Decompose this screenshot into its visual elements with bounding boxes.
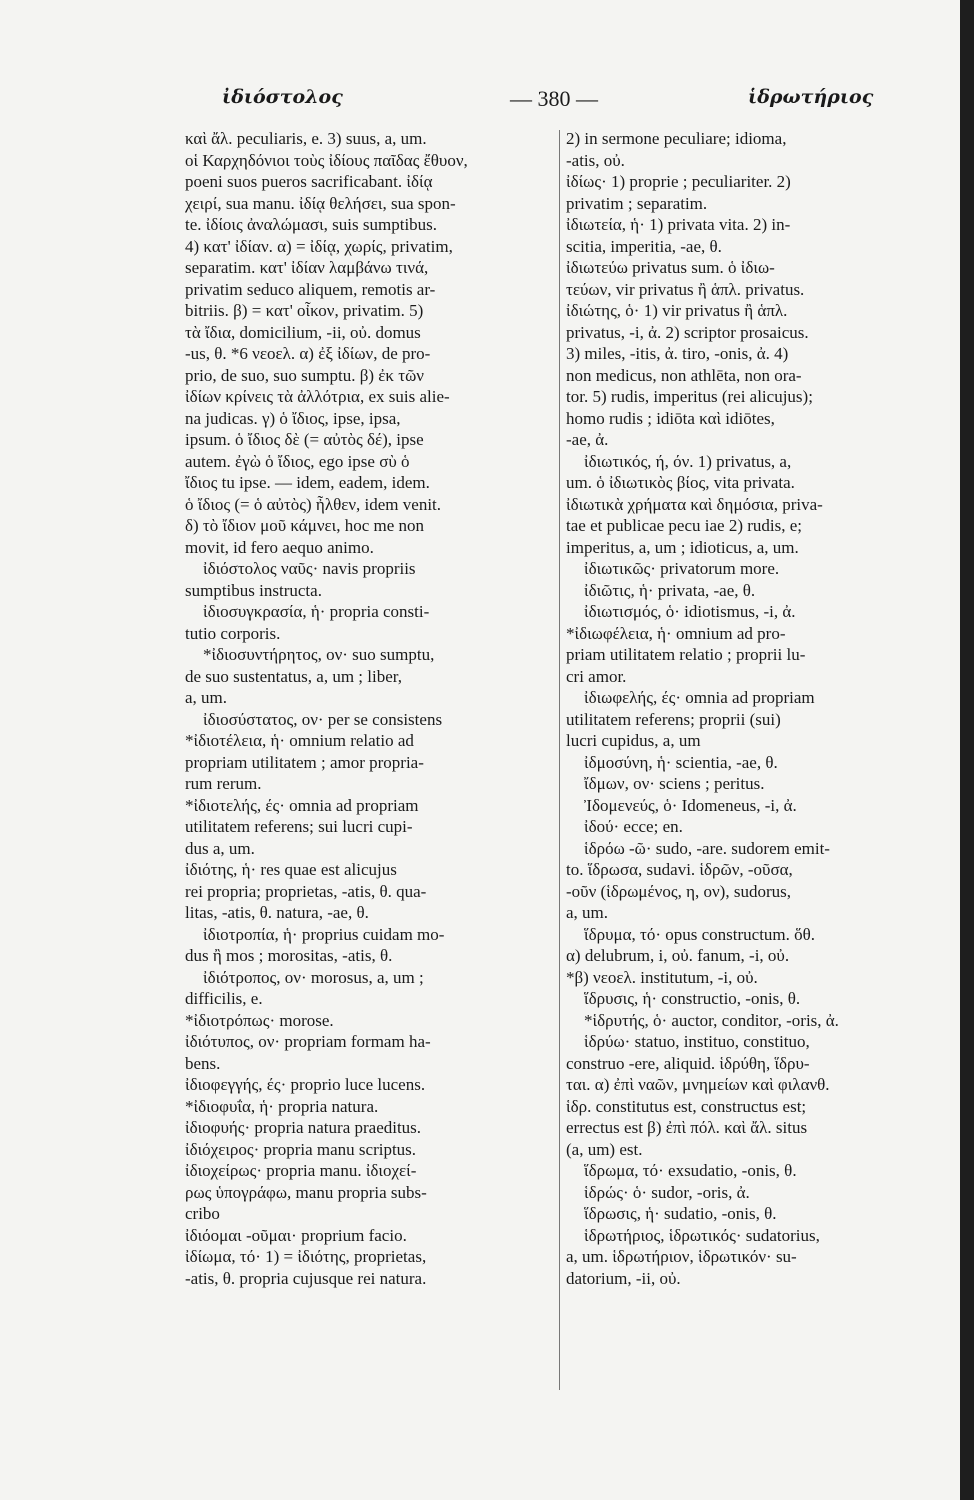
dictionary-line: rei propria; proprietas, -atis, θ. qua- [185,881,427,901]
dictionary-line: autem. ἐγὼ ὁ ἴδιος, ego ipse σὺ ὁ [185,451,410,471]
dictionary-line: ἵδρυμα, τό· opus constructum. ὅθ. [584,924,816,944]
dictionary-line: ἰδιωτισμός, ὁ· idiotismus, -i, ἀ. [584,602,796,621]
dictionary-line: dus ἢ mos ; morositas, -atis, θ. [185,946,393,965]
dictionary-line: construo -ere, aliquid. ἱδρύθη, ἵδρυ- [566,1053,810,1073]
dictionary-line: ἱδρύω· statuo, instituo, constituo, [584,1032,810,1051]
page-edge [960,0,974,1500]
dictionary-line: to. ἵδρωσα, sudavi. ἱδρῶν, -οῦσα, [566,860,793,879]
dictionary-line: *β) νεοελ. institutum, -i, οὐ. [566,967,758,987]
dictionary-line: ἰδιοσυγκρασία, ἡ· propria consti- [203,602,430,621]
dictionary-line: 4) κατ' ἰδίαν. α) = ἰδίᾳ, χωρίς, privatim, [185,236,453,256]
dictionary-line: movit, id fero aequo animo. [185,537,374,557]
dictionary-line: utilitatem referens; proprii (sui) [566,709,781,729]
dictionary-line: 3) miles, -itis, ἀ. tiro, -onis, ἀ. 4) [566,344,789,363]
right-running-headword: ἱδρωτήριος [748,86,874,108]
dictionary-line: ἱδρώς· ὁ· sudor, -oris, ἀ. [584,1182,750,1202]
dictionary-line: Ἰδομενεύς, ὁ· Idomeneus, -i, ἀ. [584,795,797,815]
dictionary-line: tae et publicae pecu iae 2) rudis, e; [566,516,802,535]
dictionary-line: utilitatem referens; sui lucri cupi- [185,817,413,836]
page-header [0,80,974,120]
dictionary-line: ἰδιοσύστατος, ον· per se consistens [203,709,443,729]
dictionary-line: τὰ ἴδια, domicilium, -ii, οὐ. domus [185,322,421,342]
dictionary-line: α) delubrum, i, οὐ. fanum, -i, οὐ. [566,946,790,965]
dictionary-line: ἵδρωμα, τό· exsudatio, -onis, θ. [584,1161,797,1180]
dictionary-line: ἴδμων, ον· sciens ; peritus. [584,774,765,793]
dictionary-line: *ἰδιοσυντήρητος, ον· suo sumptu, [203,645,435,664]
dictionary-line: privatim seduco aliquem, remotis ar- [185,279,436,299]
dictionary-line: tutio corporis. [185,623,281,643]
dictionary-line: non medicus, non athlēta, non ora- [566,365,802,385]
dictionary-line: priam utilitatem relatio ; proprii lu- [566,645,806,664]
dictionary-line: ἰδίωμα, τό· 1) = ἰδιότης, proprietas, [185,1247,427,1266]
dictionary-line: privatus, -i, ἀ. 2) scriptor prosaicus. [566,322,809,342]
dictionary-line: propriam utilitatem ; amor propria- [185,752,424,772]
dictionary-line: -atis, θ. propria cujusque rei natura. [185,1268,427,1288]
dictionary-line: -atis, οὐ. [566,150,625,170]
dictionary-line: ἰδίων κρίνεις τὰ ἀλλότρια, ex suis alie- [185,387,450,406]
dictionary-line: 2) in sermone peculiare; idioma, [566,129,787,148]
dictionary-line: ἰδιωτικῶς· privatorum more. [584,559,780,578]
dictionary-line: ἵδρυσις, ἡ· constructio, -onis, θ. [584,989,801,1008]
dictionary-line: cri amor. [566,666,627,686]
dictionary-line: *ἰδιοτρόπως· morose. [185,1010,334,1030]
dictionary-line: -ae, ἀ. [566,430,609,449]
dictionary-line: ἰδιότυπος, ον· propriam formam ha- [185,1032,431,1051]
dictionary-line: ἰδιότροπος, ον· morosus, a, um ; [203,967,424,987]
dictionary-line: ἱδρόω -ῶ· sudo, -are. sudorem emit- [584,838,830,858]
dictionary-line: -us, θ. *6 νεοελ. α) ἐξ ἰδίων, de pro- [185,344,431,363]
dictionary-line: χειρί, sua manu. ἰδίᾳ θελήσει, sua spon- [185,193,456,213]
dictionary-line: na judicas. γ) ὁ ἴδιος, ipse, ipsa, [185,408,401,428]
dictionary-line: imperitus, a, um ; idioticus, a, um. [566,537,799,557]
dictionary-line: a, um. ἱδρωτήριον, ἱδρωτικόν· su- [566,1247,797,1266]
left-column [185,128,557,1289]
dictionary-line: ἰδιόχειρος· propria manu scriptus. [185,1139,417,1159]
dictionary-line: ἰδίως· 1) proprie ; peculiariter. 2) [566,172,791,191]
dictionary-line: dus a, um. [185,838,255,858]
dictionary-line: ἰδιωφελής, ές· omnia ad propriam [584,688,815,707]
dictionary-line: separatim. κατ' ἰδίαν λαμβάνω τινά, [185,258,429,277]
dictionary-line: ἰδιότης, ἡ· res quae est alicujus [185,860,397,879]
dictionary-line: tor. 5) rudis, imperitus (rei alicujus); [566,387,813,406]
dictionary-line: difficilis, e. [185,989,263,1008]
dictionary-line: *ἱδρυτής, ὁ· auctor, conditor, -oris, ἀ. [584,1010,839,1030]
dictionary-line: bens. [185,1053,221,1073]
dictionary-line: δ) τὸ ἴδιον μοῦ κάμνει, hoc me non [185,516,425,535]
dictionary-line: ἰδιοφυής· propria natura praeditus. [185,1118,422,1137]
dictionary-line: datorium, -ii, οὐ. [566,1268,681,1288]
column-divider [559,130,560,1390]
dictionary-line: sumptibus instructa. [185,580,322,600]
dictionary-line: ἰδιῶτις, ἡ· privata, -ae, θ. [584,580,756,600]
dictionary-line: rum rerum. [185,774,262,793]
right-column [566,128,956,1289]
dictionary-line: ἰδιωτικός, ή, όν. 1) privatus, a, [584,451,792,471]
dictionary-line: οἱ Καρχηδόνιοι τοὺς ἰδίους παῖδας ἔθυον, [185,150,468,170]
dictionary-line: de suo sustentatus, a, um ; liber, [185,666,402,686]
dictionary-line: -οῦν (ἱδρωμένος, η, ον), sudorus, [566,881,791,901]
dictionary-line: litas, -atis, θ. natura, -ae, θ. [185,903,369,922]
dictionary-line: ἱδρωτήριος, ἱδρωτικός· sudatorius, [584,1225,820,1245]
dictionary-line: καὶ ἄλ. peculiaris, e. 3) suus, a, um. [185,129,427,148]
dictionary-line: prio, de suo, suo sumptu. β) ἐκ τῶν [185,365,424,385]
dictionary-line: ἰδού· ecce; en. [584,817,683,836]
dictionary-line: ἰδιωτικὰ χρήματα καὶ δημόσια, priva- [566,494,823,514]
dictionary-line: ἰδιωτεία, ἡ· 1) privata vita. 2) in- [566,215,791,234]
dictionary-line: homo rudis ; idiōta καὶ idiōtes, [566,408,775,428]
dictionary-line: *ἰδιοφυΐα, ἡ· propria natura. [185,1096,379,1116]
dictionary-line: ἰδιόστολος ναῦς· navis propriis [203,559,416,578]
dictionary-line: ἰδιοφεγγής, ές· proprio luce lucens. [185,1075,426,1094]
dictionary-line: ἰδιώτης, ὁ· 1) vir privatus ἢ ἁπλ. [566,301,788,320]
page-number: — 380 — [510,86,598,111]
dictionary-line: *ἰδιοτέλεια, ἡ· omnium relatio ad [185,731,414,750]
dictionary-line: bitriis. β) = κατ' οἶκον, privatim. 5) [185,301,424,320]
left-running-headword: ἰδιόστολος [222,86,343,108]
dictionary-line: ἰδιοτροπία, ἡ· proprius cuidam mo- [203,924,445,944]
dictionary-line: *ἰδιωφέλεια, ἡ· omnium ad pro- [566,623,786,643]
dictionary-line: ἰδιοχείρως· propria manu. ἰδιοχεί- [185,1161,417,1180]
dictionary-line: a, um. [185,688,228,707]
dictionary-line: ἰδιόομαι -οῦμαι· proprium facio. [185,1225,407,1245]
dictionary-line: ται. α) ἐπὶ ναῶν, μνημείων καὶ φιλανθ. [566,1075,830,1094]
dictionary-line: cribo [185,1204,220,1223]
dictionary-line: ρως ὑπογράφω, manu propria subs- [185,1182,427,1202]
dictionary-line: ὁ ἴδιος (= ὁ αὐτὸς) ἦλθεν, idem venit. [185,494,442,514]
dictionary-line: privatim ; separatim. [566,193,708,213]
dictionary-line: τεύων, vir privatus ἢ ἁπλ. privatus. [566,279,805,299]
dictionary-line: lucri cupidus, a, um [566,731,701,750]
dictionary-line: ἴδιος tu ipse. — idem, eadem, idem. [185,473,430,492]
dictionary-line: ἰδιωτεύω privatus sum. ὁ ἰδιω- [566,258,775,277]
dictionary-line: ipsum. ὁ ἴδιος δὲ (= αὐτὸς δέ), ipse [185,430,424,449]
dictionary-line: um. ὁ ἰδιωτικὸς βίος, vita privata. [566,473,795,492]
dictionary-line: ἱδρ. constitutus est, constructus est; [566,1096,807,1116]
dictionary-line: poeni suos pueros sacrificabant. ἰδίᾳ [185,172,433,191]
dictionary-line: a, um. [566,903,609,922]
dictionary-line: ἰδμοσύνη, ἡ· scientia, -ae, θ. [584,752,778,772]
dictionary-line: te. ἰδίοις ἀναλώμασι, suis sumptibus. [185,215,438,234]
dictionary-line: ἵδρωσις, ἡ· sudatio, -onis, θ. [584,1204,777,1223]
dictionary-line: errectus est β) ἐπὶ πόλ. καὶ ἄλ. situs [566,1118,808,1137]
dictionary-line: (a, um) est. [566,1139,643,1159]
dictionary-line: scitia, imperitia, -ae, θ. [566,236,722,256]
dictionary-line: *ἰδιοτελής, ές· omnia ad propriam [185,795,419,815]
